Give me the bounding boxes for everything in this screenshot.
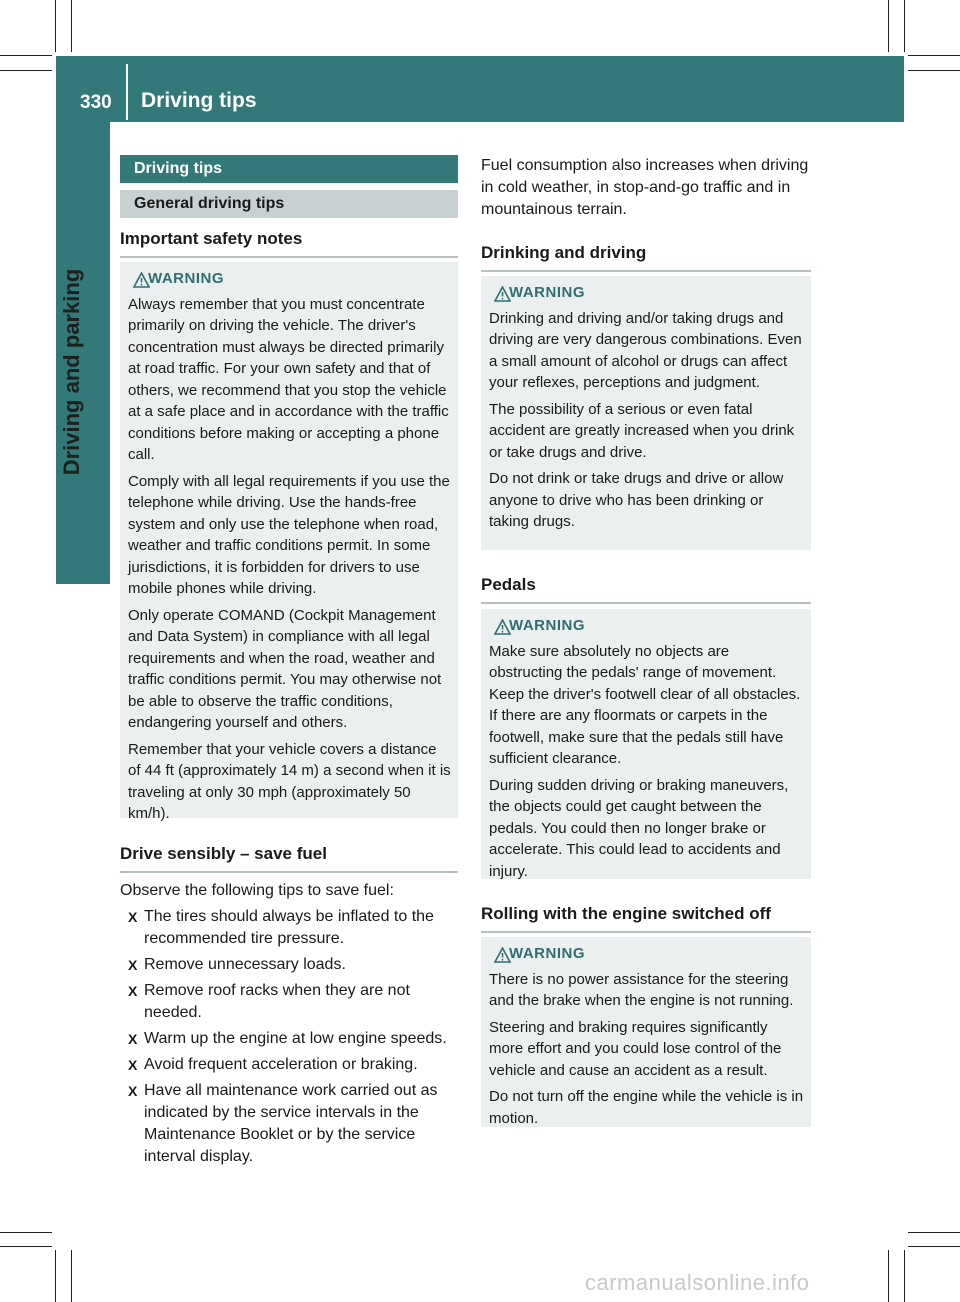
bullet-x-icon: X xyxy=(128,983,138,999)
list-item-text: The tires should always be inflated to the recommended tire pressure. xyxy=(144,908,434,947)
chapter-tab-label: Driving and parking xyxy=(59,268,84,476)
crop-mark xyxy=(55,0,56,52)
bullet-x-icon: X xyxy=(128,1083,138,1099)
crop-mark xyxy=(55,1250,56,1302)
crop-mark xyxy=(0,1246,52,1247)
list-item xyxy=(128,980,462,1024)
page-title: Driving tips xyxy=(141,89,257,112)
crop-mark xyxy=(908,55,960,56)
warning-box-safety xyxy=(120,262,458,822)
crop-mark xyxy=(0,70,52,71)
warning-triangle-icon xyxy=(133,272,150,288)
warning-box-rolling xyxy=(481,937,811,1127)
bullet-x-icon: X xyxy=(128,1057,138,1073)
heading-pedals: Pedals xyxy=(481,574,811,604)
warning-paragraph: Always remember that you must concentrate primarily on driving the vehicle. The driver's concentration must always be directed primarily at road traffic. For your own safety and that of others, we recommend that you stop the vehicle at a safe place and in accordance with the traffic conditions before making or accepting a phone call. xyxy=(128,295,449,463)
warning-paragraph: Drinking and driving and/or taking drugs and driving are very dangerous combinations. Even a small amount of alcohol or drugs can affect your reflexes, perceptions and judgment. xyxy=(489,309,802,391)
crop-mark xyxy=(0,1232,52,1233)
heading-fuel: Drive sensibly – save fuel xyxy=(120,843,458,873)
warning-title: WARNING xyxy=(509,284,585,301)
warning-title: WARNING xyxy=(509,945,585,962)
heading-drinking: Drinking and driving xyxy=(481,242,811,272)
crop-mark xyxy=(888,0,889,52)
list-item xyxy=(128,906,462,950)
fuel-note xyxy=(481,155,813,221)
warning-title: WARNING xyxy=(509,617,585,634)
fuel-intro xyxy=(120,880,460,902)
section-bar: Driving tips xyxy=(120,155,458,183)
warning-paragraph: During sudden driving or braking maneuvers, the objects could get caught between the pedals. You could then no longer brake or accelerate. This could lead to accidents and injury. xyxy=(489,776,789,880)
warning-paragraph: Comply with all legal requirements if you use the telephone while driving. Use the hands-free system and only use the telephone when road, weather and traffic conditions permit. In some jurisdictions, it is forbidden for drivers to use mobile phones while driving. xyxy=(128,472,450,597)
warning-box-drinking xyxy=(481,276,811,550)
list-item-text: Have all maintenance work carried out as indicated by the service intervals in the Maintenance Booklet or by the service interval display. xyxy=(144,1082,438,1165)
crop-mark xyxy=(908,1246,960,1247)
bullet-x-icon: X xyxy=(128,1031,138,1047)
warning-paragraph: There is no power assistance for the steering and the brake when the engine is not running. xyxy=(489,970,794,1009)
warning-box-pedals xyxy=(481,609,811,879)
list-item-text: Remove unnecessary loads. xyxy=(144,956,346,973)
warning-title: WARNING xyxy=(148,270,224,287)
fuel-tips-list xyxy=(128,906,462,1172)
warning-triangle-icon xyxy=(494,286,511,302)
crop-mark xyxy=(908,1232,960,1233)
warning-paragraph: Steering and braking requires significantly more effort and you could lose control of the vehicle and cause an accident as a result. xyxy=(489,1018,782,1079)
subsection-bar: General driving tips xyxy=(120,190,458,218)
heading-rolling: Rolling with the engine switched off xyxy=(481,903,811,933)
warning-paragraph: The possibility of a serious or even fatal accident are greatly increased when you drink or take drugs and drive. xyxy=(489,400,795,461)
warning-paragraph: Make sure absolutely no objects are obstructing the pedals' range of movement. Keep the driver's footwell clear of all obstacles. If there are any floormats or carpets in the footwell, make sure that the pedals still have sufficient clearance. xyxy=(489,642,801,767)
header-divider xyxy=(126,64,128,120)
warning-paragraph: Do not drink or take drugs and drive or allow anyone to drive who has been drinking or taking drugs. xyxy=(489,470,784,530)
warning-paragraph: Remember that your vehicle covers a distance of 44 ft (approximately 14 m) a second when it is traveling at only 30 mph (approximately 50 km/h). xyxy=(128,740,451,822)
fuel-intro-text: Observe the following tips to save fuel: xyxy=(120,882,394,899)
crop-mark xyxy=(888,1250,889,1302)
list-item xyxy=(128,1054,462,1076)
crop-mark xyxy=(0,55,52,56)
bullet-x-icon: X xyxy=(128,909,138,925)
list-item-text: Remove roof racks when they are not needed. xyxy=(144,982,410,1021)
crop-mark xyxy=(904,1250,905,1302)
crop-mark xyxy=(904,0,905,52)
crop-mark xyxy=(71,1250,72,1302)
warning-triangle-icon xyxy=(494,947,511,963)
warning-triangle-icon xyxy=(494,619,511,635)
bullet-x-icon: X xyxy=(128,957,138,973)
heading-safety: Important safety notes xyxy=(120,228,458,258)
list-item-text: Avoid frequent acceleration or braking. xyxy=(144,1056,418,1073)
list-item xyxy=(128,1028,462,1050)
page-number: 330 xyxy=(80,92,112,113)
crop-mark xyxy=(71,0,72,52)
warning-paragraph: Only operate COMAND (Cockpit Management and Data System) in compliance with all legal requirements and when the road, weather and traffic conditions permit. You may otherwise not be able to observe the traffic conditions, endangering yourself and others. xyxy=(128,606,442,731)
fuel-note-text: Fuel consumption also increases when driving in cold weather, in stop-and-go traffic and in mountainous terrain. xyxy=(481,157,809,218)
crop-mark xyxy=(908,70,960,71)
list-item-text: Warm up the engine at low engine speeds. xyxy=(144,1030,447,1047)
list-item xyxy=(128,1080,462,1168)
warning-paragraph: Do not turn off the engine while the vehicle is in motion. xyxy=(489,1088,804,1127)
list-item xyxy=(128,954,462,976)
watermark: carmanualsonline.info xyxy=(585,1270,810,1295)
